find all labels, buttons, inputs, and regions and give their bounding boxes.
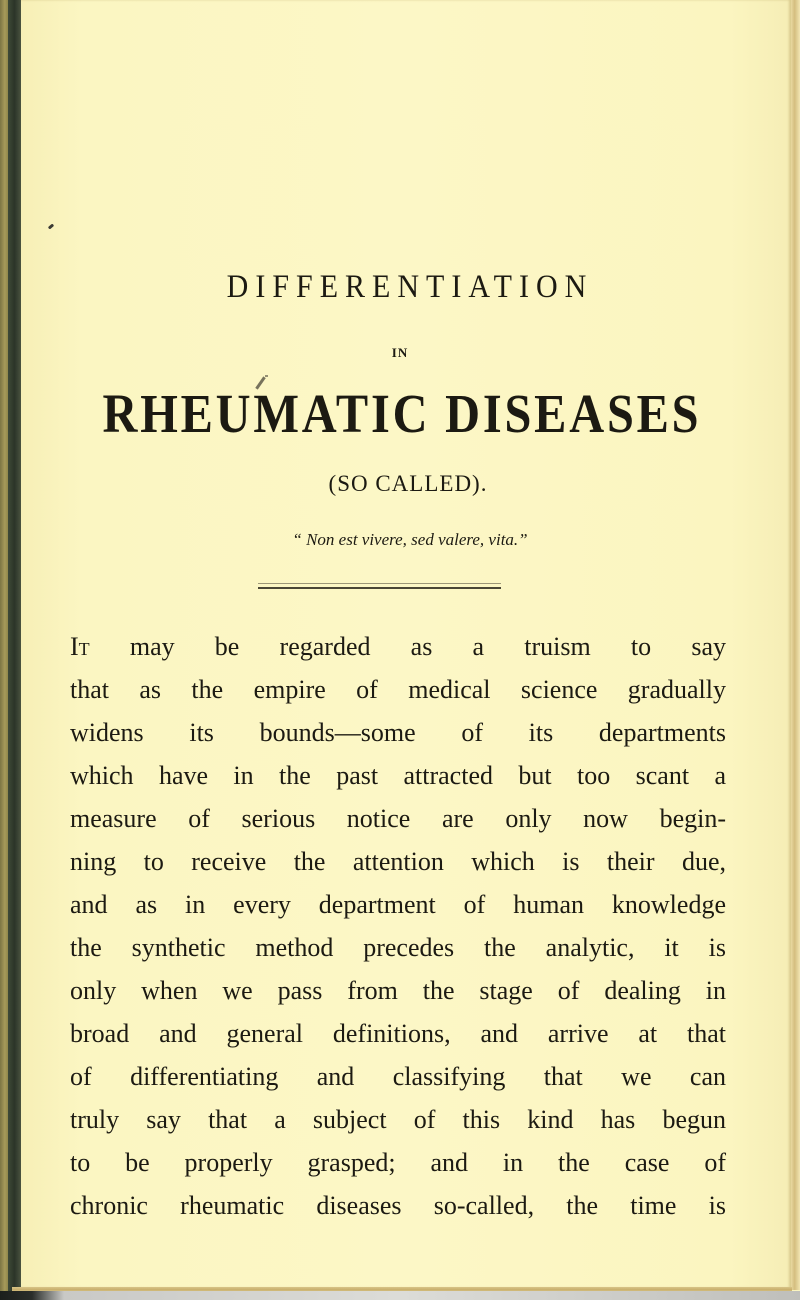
book-spine-edge xyxy=(0,0,8,1300)
title-connector-in: IN xyxy=(391,345,409,360)
drop-word: It xyxy=(70,632,90,661)
body-line-9: only when we pass from the stage of dealing in xyxy=(70,976,726,1005)
body-line-14: chronic rheumatic diseases so-called, the time is xyxy=(70,1191,726,1220)
page-edge-right xyxy=(791,0,800,1290)
book-spine-binding xyxy=(8,0,21,1300)
body-line-11: of differentiating and classifying that we can xyxy=(70,1062,726,1091)
body-line-8: the synthetic method precedes the analytic, it is xyxy=(70,933,726,962)
body-line-12: truly say that a subject of this kind has begun xyxy=(70,1105,726,1134)
body-line-6: ning to receive the attention which is their due, xyxy=(70,847,726,876)
body-line-5: measure of serious notice are only now begin- xyxy=(70,804,726,833)
body-line-1: It may be regarded as a truism to say xyxy=(70,632,726,661)
title-line-rheumatic-diseases: RHEUMATIC DISEASES xyxy=(102,384,702,445)
double-rule-top xyxy=(258,583,501,584)
body-paragraph xyxy=(70,625,726,1227)
pencil-dot-mark xyxy=(265,375,268,377)
body-line-10: broad and general definitions, and arrive at that xyxy=(70,1019,726,1048)
latin-motto: “ Non est vivere, sed valere, vita.” xyxy=(292,530,528,549)
double-rule-bottom xyxy=(258,587,501,589)
body-line-7: and as in every department of human knowledge xyxy=(70,890,726,919)
body-line-13: to be properly grasped; and in the case of xyxy=(70,1148,726,1177)
scan-bottom-strip xyxy=(0,1291,800,1300)
title-line-differentiation: DIFFERENTIATION xyxy=(226,268,594,305)
body-line-3: widens its bounds—some of its departments xyxy=(70,718,726,747)
body-line-2: that as the empire of medical science gradually xyxy=(70,675,726,704)
subtitle-so-called: (SO CALLED). xyxy=(328,471,488,496)
body-line-4: which have in the past attracted but too scant a xyxy=(70,761,726,790)
